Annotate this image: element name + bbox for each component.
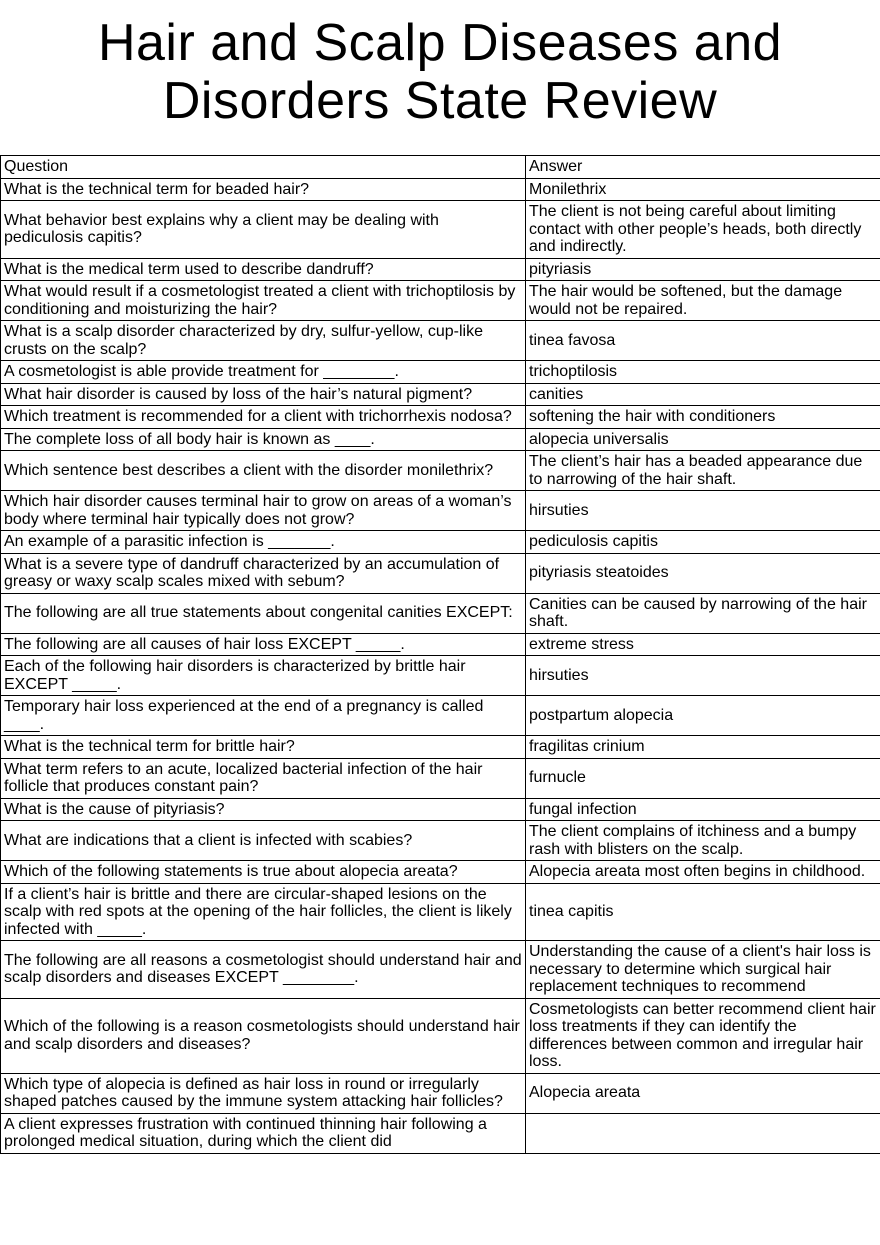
question-cell: Which of the following is a reason cosmetologists should understand hair and scalp disorders and diseases? [1,998,526,1073]
question-cell: Which type of alopecia is defined as hair loss in round or irregularly shaped patches caused by the immune system attacking hair follicles? [1,1073,526,1113]
answer-cell: canities [526,383,880,406]
answer-cell: The hair would be softened, but the damage would not be repaired. [526,281,880,321]
question-cell: Which hair disorder causes terminal hair to grow on areas of a woman’s body where terminal hair typically does not grow? [1,491,526,531]
page-title [0,0,880,130]
question-cell: What term refers to an acute, localized bacterial infection of the hair follicle that produces constant pain? [1,758,526,798]
table-row [1,361,880,384]
question-cell: A cosmetologist is able provide treatment for ________. [1,361,526,384]
question-cell: Which of the following statements is true about alopecia areata? [1,861,526,884]
table-row [1,491,880,531]
table-row [1,428,880,451]
answer-cell: The client complains of itchiness and a bumpy rash with blisters on the scalp. [526,821,880,861]
table-row [1,656,880,696]
table-row [1,798,880,821]
question-cell: What would result if a cosmetologist treated a client with trichoptilosis by conditioning and moisturizing the hair? [1,281,526,321]
answer-header: Answer [526,156,880,179]
table-row [1,861,880,884]
table-row [1,531,880,554]
answer-cell: trichoptilosis [526,361,880,384]
qa-table-body [1,156,880,1154]
answer-cell: tinea capitis [526,883,880,941]
title-line-2: Disorders State Review [162,72,718,130]
table-row [1,553,880,593]
answer-cell: Monilethrix [526,178,880,201]
answer-cell: fragilitas crinium [526,736,880,759]
answer-cell: pityriasis steatoides [526,553,880,593]
question-cell: An example of a parasitic infection is _______. [1,531,526,554]
table-row [1,696,880,736]
question-cell: What is the medical term used to describe dandruff? [1,258,526,281]
question-cell: The following are all causes of hair loss EXCEPT _____. [1,633,526,656]
answer-cell: Alopecia areata most often begins in childhood. [526,861,880,884]
question-cell: Which sentence best describes a client with the disorder monilethrix? [1,451,526,491]
answer-cell: postpartum alopecia [526,696,880,736]
answer-cell: Alopecia areata [526,1073,880,1113]
answer-cell: softening the hair with conditioners [526,406,880,429]
answer-cell: extreme stress [526,633,880,656]
answer-cell: hirsuties [526,656,880,696]
question-cell: The following are all true statements about congenital canities EXCEPT: [1,593,526,633]
table-row [1,736,880,759]
table-row [1,941,880,999]
table-row [1,998,880,1073]
answer-cell: fungal infection [526,798,880,821]
question-cell: If a client’s hair is brittle and there are circular-shaped lesions on the scalp with red spots at the opening of the hair follicles, the client is likely infected with _____. [1,883,526,941]
qa-table [0,155,880,1154]
table-row [1,281,880,321]
question-cell: What is the technical term for brittle hair? [1,736,526,759]
question-cell: The complete loss of all body hair is known as ____. [1,428,526,451]
table-row [1,258,880,281]
question-cell: What is the cause of pityriasis? [1,798,526,821]
question-cell: What hair disorder is caused by loss of the hair’s natural pigment? [1,383,526,406]
table-row [1,821,880,861]
question-cell: What is a severe type of dandruff characterized by an accumulation of greasy or waxy scalp scales mixed with sebum? [1,553,526,593]
table-row [1,321,880,361]
table-row [1,383,880,406]
answer-cell: alopecia universalis [526,428,880,451]
answer-cell: Cosmetologists can better recommend client hair loss treatments if they can identify the differences between common and irregular hair loss. [526,998,880,1073]
table-row [1,1073,880,1113]
table-row [1,451,880,491]
question-cell: What is a scalp disorder characterized by dry, sulfur-yellow, cup-like crusts on the scalp? [1,321,526,361]
answer-cell [526,1113,880,1153]
answer-cell: furnucle [526,758,880,798]
answer-cell: Understanding the cause of a client's hair loss is necessary to determine which surgical hair replacement techniques to recommend [526,941,880,999]
question-cell: Which treatment is recommended for a client with trichorrhexis nodosa? [1,406,526,429]
table-row [1,406,880,429]
question-cell: The following are all reasons a cosmetologist should understand hair and scalp disorders and diseases EXCEPT ________. [1,941,526,999]
table-row [1,201,880,259]
question-header: Question [1,156,526,179]
question-cell: What are indications that a client is infected with scabies? [1,821,526,861]
table-row [1,178,880,201]
question-cell: Each of the following hair disorders is characterized by brittle hair EXCEPT _____. [1,656,526,696]
answer-cell: hirsuties [526,491,880,531]
table-row [1,883,880,941]
answer-cell: The client’s hair has a beaded appearance due to narrowing of the hair shaft. [526,451,880,491]
table-row [1,633,880,656]
table-row [1,1113,880,1153]
table-row [1,593,880,633]
table-row [1,758,880,798]
answer-cell: The client is not being careful about limiting contact with other people’s heads, both directly and indirectly. [526,201,880,259]
question-cell: Temporary hair loss experienced at the end of a pregnancy is called ____. [1,696,526,736]
answer-cell: pediculosis capitis [526,531,880,554]
answer-cell: Canities can be caused by narrowing of the hair shaft. [526,593,880,633]
answer-cell: pityriasis [526,258,880,281]
question-cell: What is the technical term for beaded hair? [1,178,526,201]
question-cell: A client expresses frustration with continued thinning hair following a prolonged medical situation, during which the client did [1,1113,526,1153]
table-header-row [1,156,880,179]
answer-cell: tinea favosa [526,321,880,361]
question-cell: What behavior best explains why a client may be dealing with pediculosis capitis? [1,201,526,259]
title-line-1: Hair and Scalp Diseases and [97,14,783,72]
